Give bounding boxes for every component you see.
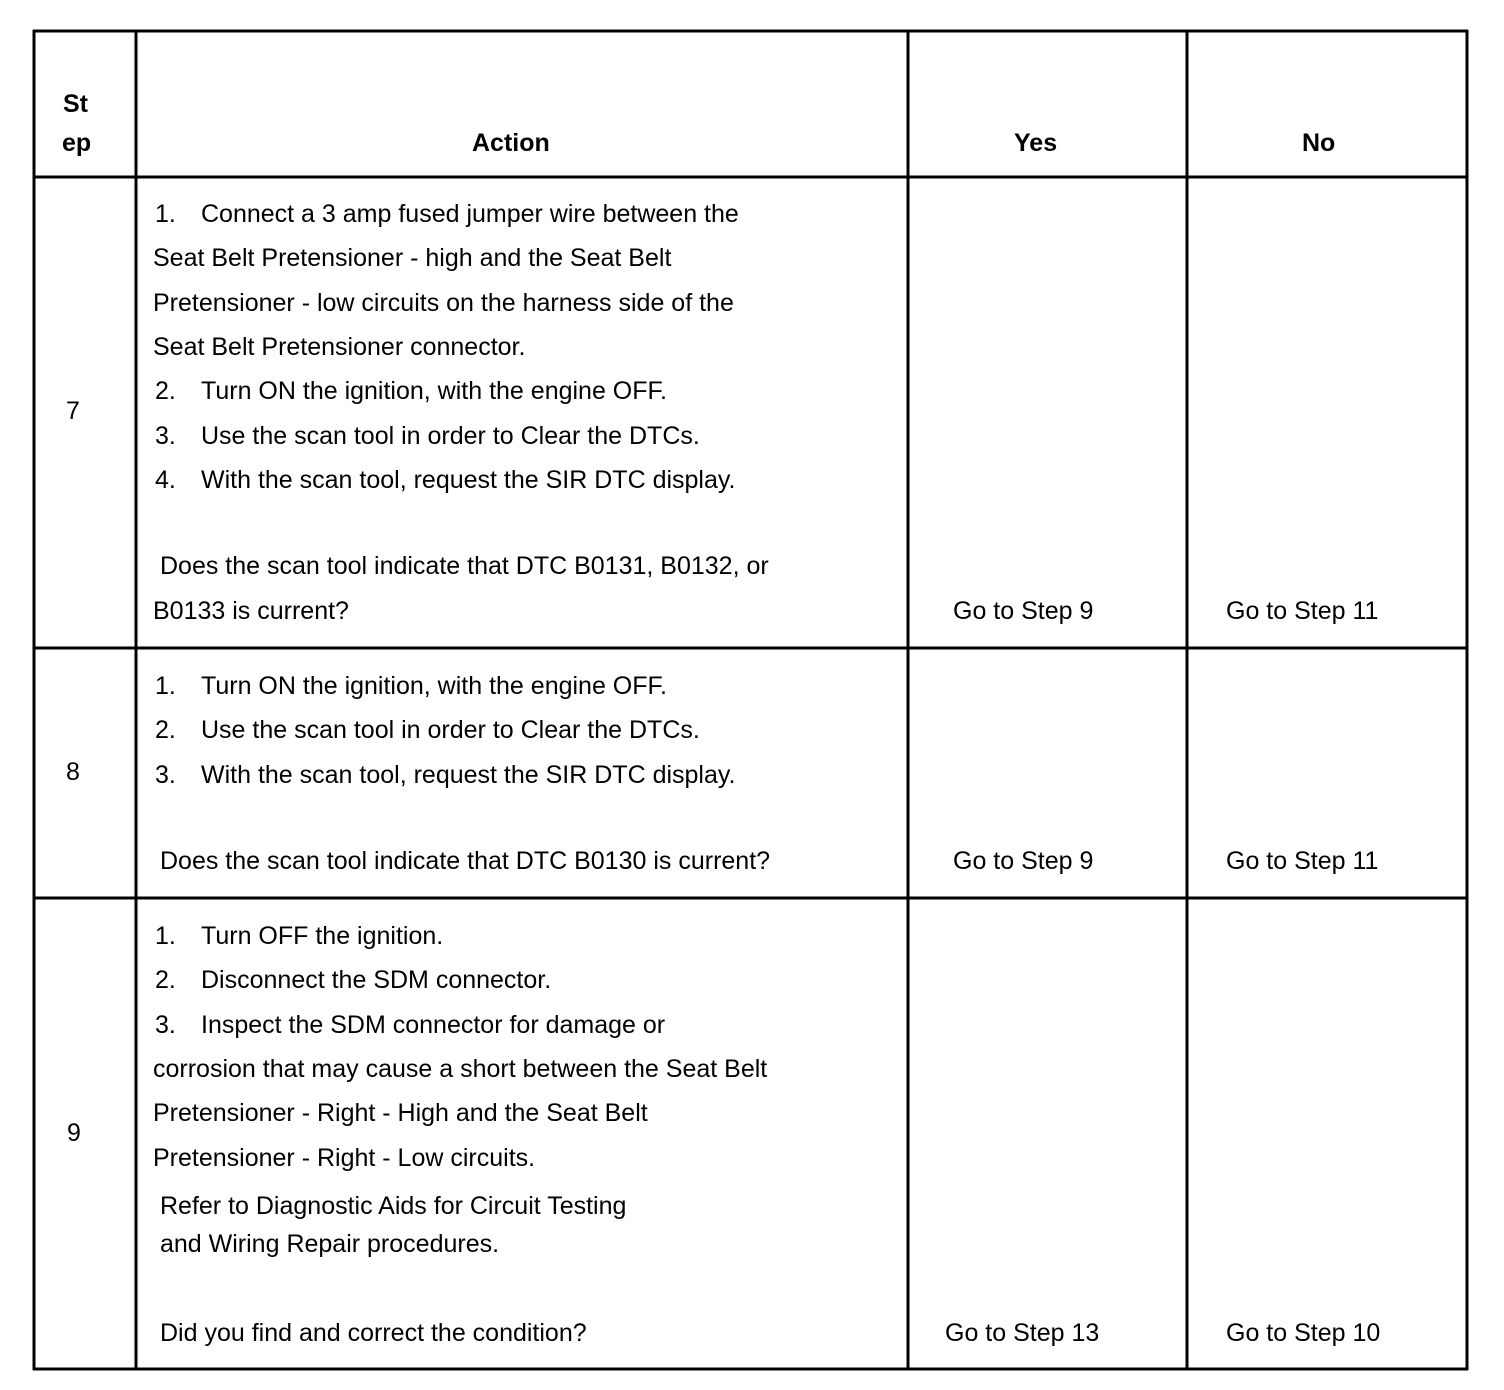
action-continuation-line: Pretensioner - Right - High and the Seat Belt: [153, 1099, 648, 1127]
step-item-text: Turn ON the ignition, with the engine OFF.: [201, 377, 667, 405]
action-step-item: [155, 468, 736, 493]
action-note: and Wiring Repair procedures.: [160, 1230, 500, 1258]
step-item-number: 3.: [155, 1011, 176, 1039]
action-step-item: [155, 379, 667, 404]
step-number-8: 8: [66, 758, 80, 786]
header-step-line2: ep: [62, 129, 92, 157]
step-item-number: 2.: [155, 377, 176, 405]
action-question: Did you find and correct the condition?: [160, 1319, 587, 1347]
no-result: Go to Step 11: [1226, 847, 1379, 875]
no-result: Go to Step 11: [1226, 597, 1379, 625]
action-step-item: [155, 924, 443, 949]
step-item-text: Disconnect the SDM connector.: [201, 966, 552, 994]
step-item-text: Connect a 3 amp fused jumper wire between the: [201, 200, 739, 228]
header-no: No: [1302, 129, 1336, 157]
action-step-item: [155, 763, 736, 788]
step-item-number: 2.: [155, 966, 176, 994]
step-item-number: 1.: [155, 672, 176, 700]
header-action: Action: [472, 129, 550, 157]
action-step-item: [155, 968, 551, 993]
header-yes: Yes: [1014, 129, 1058, 157]
no-result: Go to Step 10: [1226, 1319, 1381, 1347]
action-continuation-line: Seat Belt Pretensioner - high and the Seat Belt: [153, 244, 672, 272]
step-item-number: 4.: [155, 466, 176, 494]
step-item-text: Use the scan tool in order to Clear the DTCs.: [201, 716, 700, 744]
yes-result: Go to Step 9: [953, 847, 1094, 875]
action-continuation-line: Pretensioner - Right - Low circuits.: [153, 1144, 536, 1172]
yes-result: Go to Step 9: [953, 597, 1094, 625]
action-continuation-line: Pretensioner - low circuits on the harness side of the: [153, 289, 734, 317]
step-item-number: 1.: [155, 922, 176, 950]
action-note: Refer to Diagnostic Aids for Circuit Testing: [160, 1192, 627, 1220]
action-step-item: [155, 718, 700, 743]
action-step-item: [155, 674, 667, 699]
action-question: Does the scan tool indicate that DTC B0131, B0132, or: [160, 552, 769, 580]
action-continuation-line: Seat Belt Pretensioner connector.: [153, 333, 526, 361]
action-question: B0133 is current?: [153, 597, 349, 625]
step-item-text: Turn ON the ignition, with the engine OFF.: [201, 672, 667, 700]
action-question: Does the scan tool indicate that DTC B0130 is current?: [160, 847, 771, 875]
step-item-number: 1.: [155, 200, 176, 228]
step-item-text: With the scan tool, request the SIR DTC display.: [201, 761, 736, 789]
step-item-text: Inspect the SDM connector for damage or: [201, 1011, 666, 1039]
step-number-7: 7: [66, 397, 80, 425]
step-item-number: 3.: [155, 422, 176, 450]
header-step-line1: St: [63, 90, 88, 118]
action-continuation-line: corrosion that may cause a short between the Seat Belt: [153, 1055, 768, 1083]
action-step-item: [155, 424, 700, 449]
action-step-item: [155, 1013, 665, 1038]
step-item-text: Use the scan tool in order to Clear the DTCs.: [201, 422, 700, 450]
step-item-text: Turn OFF the ignition.: [201, 922, 444, 950]
step-number-9: 9: [67, 1119, 81, 1147]
action-step-item: [155, 202, 739, 227]
yes-result: Go to Step 13: [945, 1319, 1100, 1347]
step-item-number: 2.: [155, 716, 176, 744]
step-item-text: With the scan tool, request the SIR DTC display.: [201, 466, 736, 494]
step-item-number: 3.: [155, 761, 176, 789]
